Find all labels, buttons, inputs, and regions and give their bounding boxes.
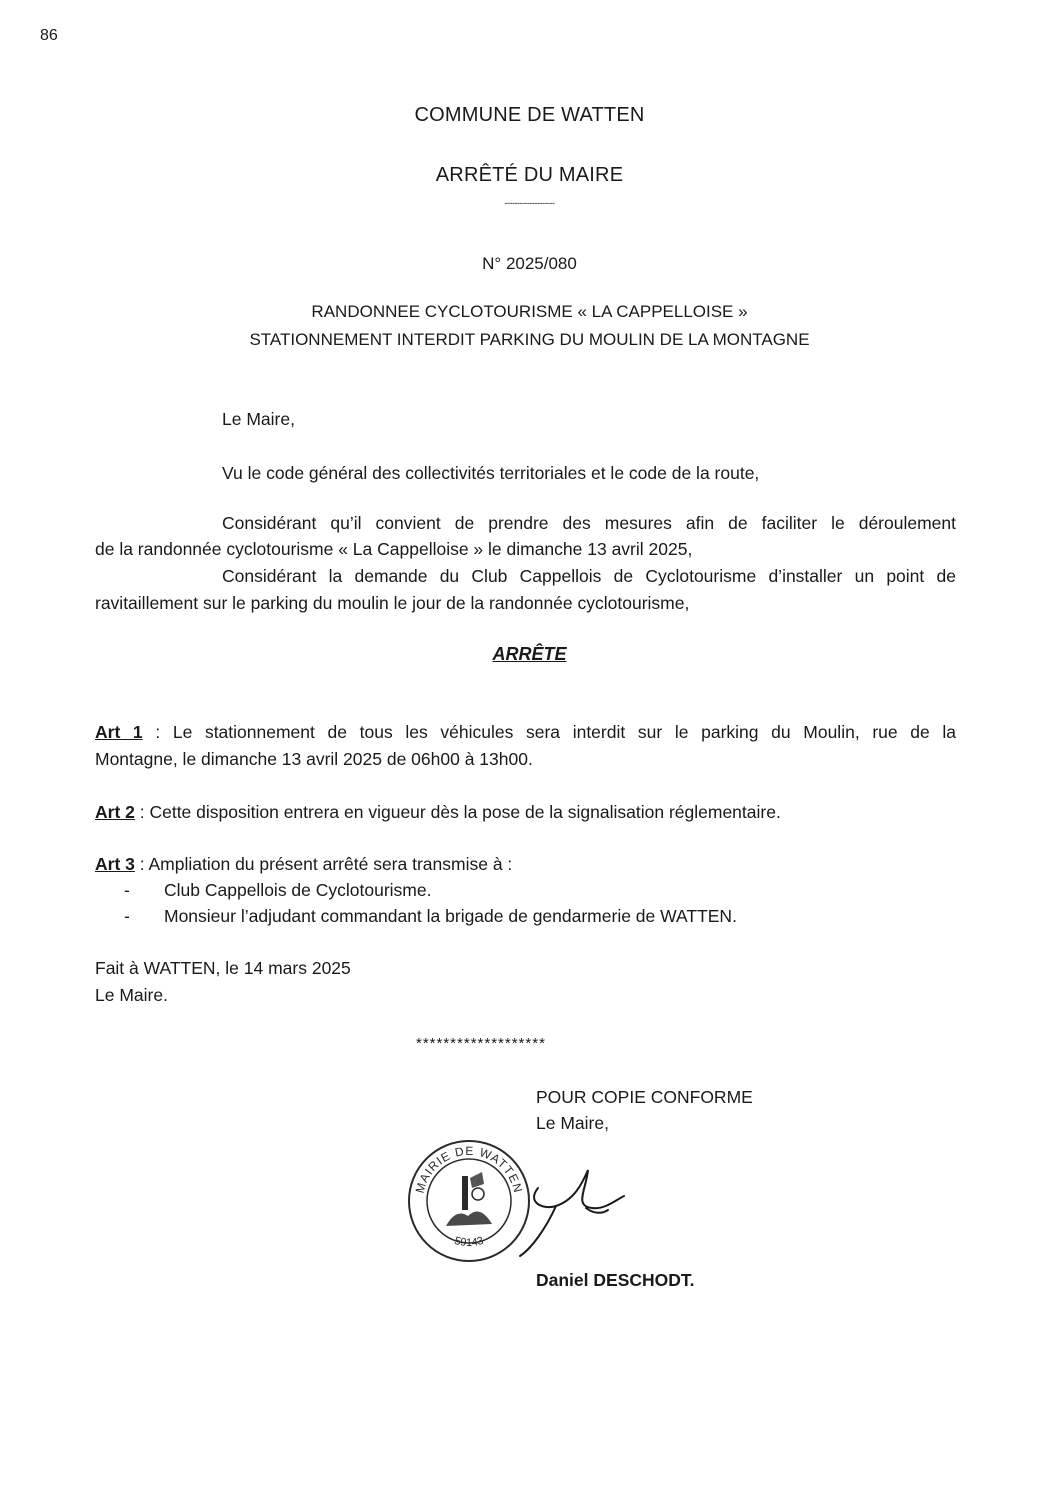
- bullet-dash: -: [124, 880, 130, 900]
- svg-text:MAIRIE DE WATTEN: MAIRIE DE WATTEN: [412, 1143, 526, 1195]
- title-divider: --------------------: [504, 198, 555, 208]
- considerant-2-line-2: ravitaillement sur le parking du moulin le jour de la randonnée cyclotourisme,: [95, 593, 690, 613]
- article-1-text: : Le stationnement de tous les véhicules sera interdit sur le parking du Moulin, rue de la: [142, 722, 957, 742]
- recipient-list-item: [124, 906, 737, 927]
- decree-number: N° 2025/080: [482, 254, 577, 273]
- salutation: Le Maire,: [222, 409, 295, 429]
- decree-title: ARRÊTÉ DU MAIRE: [435, 164, 624, 186]
- recipient-text: Monsieur l’adjudant commandant la brigade de gendarmerie de WATTEN.: [164, 906, 737, 926]
- considerant-2-line-1: Considérant la demande du Club Cappellois de Cyclotourisme d’installer un point de: [222, 566, 956, 586]
- article-2: [95, 802, 781, 823]
- svg-text:59143: 59143: [453, 1234, 485, 1250]
- handwritten-signature-icon: [516, 1148, 628, 1260]
- vu-clause: Vu le code général des collectivités territoriales et le code de la route,: [222, 463, 760, 483]
- article-1-label: Art 1: [95, 722, 143, 742]
- recipient-list-item: [124, 880, 431, 901]
- article-3: [95, 854, 512, 875]
- commune-heading: COMMUNE DE WATTEN: [414, 104, 645, 126]
- bullet-dash: -: [124, 906, 130, 926]
- considerant-1-line-2: de la randonnée cyclotourisme « La Cappelloise » le dimanche 13 avril 2025,: [95, 539, 693, 559]
- place-and-date: Fait à WATTEN, le 14 mars 2025: [95, 958, 351, 978]
- certified-copy-label: POUR COPIE CONFORME: [536, 1087, 753, 1107]
- subject-line-2: STATIONNEMENT INTERDIT PARKING DU MOULIN DE LA MONTAGNE: [249, 330, 810, 349]
- town-hall-seal-icon: [406, 1138, 532, 1264]
- closing-signatory: Le Maire.: [95, 985, 168, 1005]
- article-3-text: : Ampliation du présent arrêté sera transmise à :: [134, 854, 513, 874]
- signer-name: Daniel DESCHODT.: [536, 1270, 695, 1290]
- considerant-1-line-1: Considérant qu’il convient de prendre des mesures afin de faciliter le déroulement: [222, 513, 956, 533]
- article-1-line-2: Montagne, le dimanche 13 avril 2025 de 06h00 à 13h00.: [95, 749, 533, 769]
- article-2-text: : Cette disposition entrera en vigueur dès la pose de la signalisation réglementaire.: [134, 802, 781, 822]
- article-1-line-1: [95, 722, 956, 743]
- page-number: 86: [40, 27, 58, 44]
- decree-heading: ARRÊTE: [492, 644, 567, 664]
- subject-line-1: RANDONNEE CYCLOTOURISME « LA CAPPELLOISE »: [311, 302, 748, 321]
- recipient-text: Club Cappellois de Cyclotourisme.: [164, 880, 432, 900]
- article-3-label: Art 3: [95, 854, 135, 874]
- certified-copy-role: Le Maire,: [536, 1113, 609, 1133]
- article-2-label: Art 2: [95, 802, 135, 822]
- separator-stars: *******************: [416, 1035, 546, 1052]
